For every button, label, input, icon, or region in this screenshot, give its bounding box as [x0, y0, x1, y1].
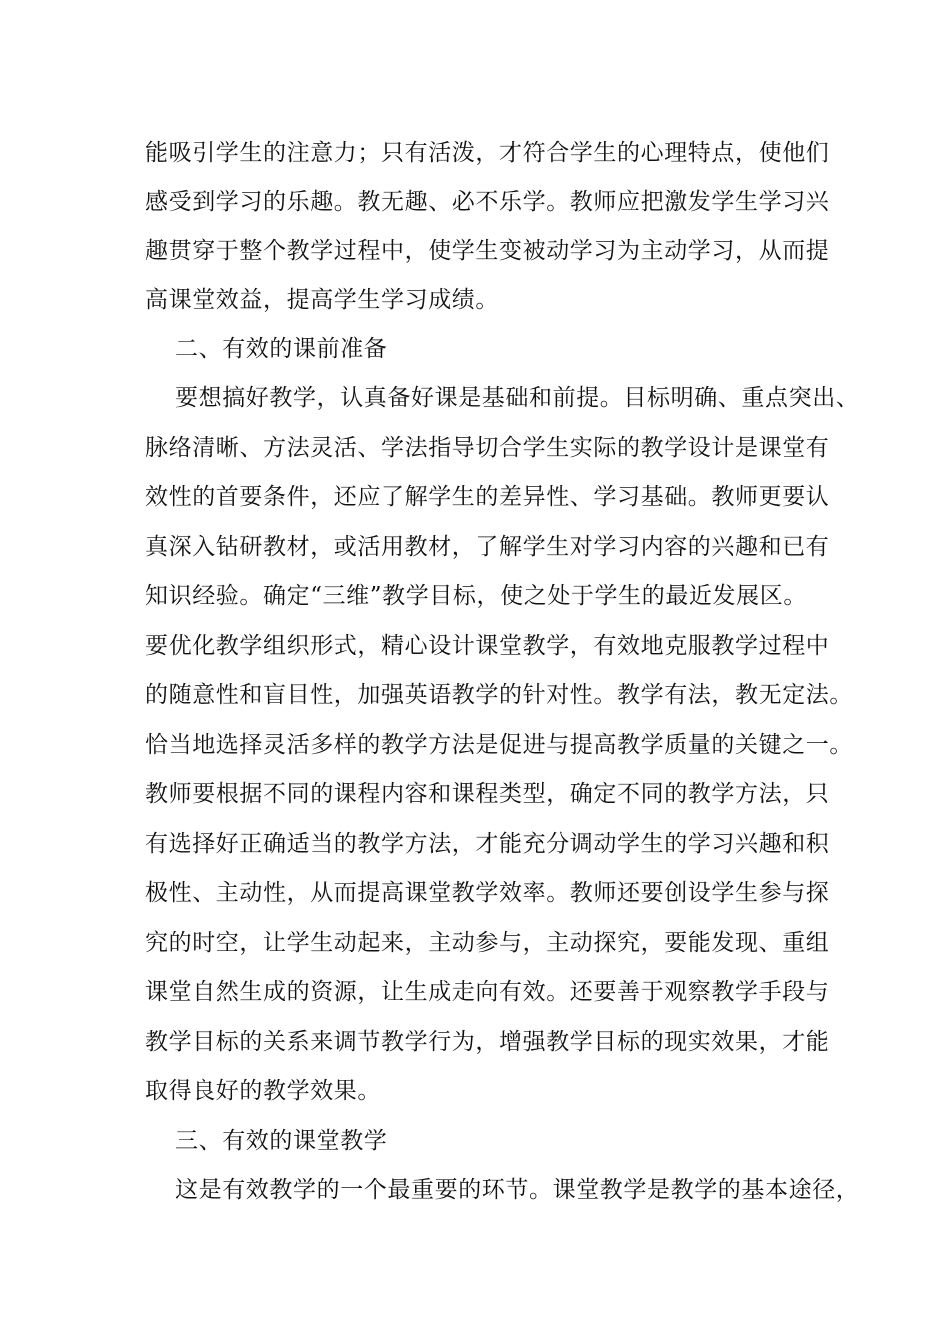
text-line: 高课堂效益，提高学生学习成绩。	[145, 287, 499, 313]
text-line: 能吸引学生的注意力；只有活泼，才符合学生的心理特点，使他们	[145, 140, 830, 166]
text-line: 课堂自然生成的资源，让生成走向有效。还要善于观察教学手段与	[145, 979, 830, 1005]
text-line: 教师要根据不同的课程内容和课程类型，确定不同的教学方法，只	[145, 781, 830, 807]
text-line: 这是有效教学的一个最重要的环节。课堂教学是教学的基本途径，	[175, 1177, 860, 1203]
text-line: 的随意性和盲目性，加强英语教学的针对性。教学有法，教无定法。	[145, 682, 853, 708]
text-line: 极性、主动性，从而提高课堂教学效率。教师还要创设学生参与探	[145, 880, 830, 906]
text-line: 取得良好的教学效果。	[145, 1078, 381, 1104]
section-heading: 三、有效的课堂教学	[175, 1128, 388, 1154]
text-line: 究的时空，让学生动起来，主动参与，主动探究，要能发现、重组	[145, 930, 830, 956]
text-line: 趣贯穿于整个教学过程中，使学生变被动学习为主动学习，从而提	[145, 238, 830, 264]
section-heading: 二、有效的课前准备	[175, 336, 388, 362]
text-line: 脉络清晰、方法灵活、学法指导切合学生实际的教学设计是课堂有	[145, 435, 830, 461]
text-line: 恰当地选择灵活多样的教学方法是促进与提高教学质量的关键之一。	[145, 732, 853, 758]
text-line: 有选择好正确适当的教学方法，才能充分调动学生的学习兴趣和积	[145, 831, 830, 857]
text-line: 要优化教学组织形式，精心设计课堂教学，有效地克服教学过程中	[145, 633, 830, 659]
text-line: 要想搞好教学，认真备好课是基础和前提。目标明确、重点突出、	[175, 385, 860, 411]
text-line: 感受到学习的乐趣。教无趣、必不乐学。教师应把激发学生学习兴	[145, 189, 830, 215]
text-line: 教学目标的关系来调节教学行为，增强教学目标的现实效果，才能	[145, 1029, 830, 1055]
text-line: 效性的首要条件，还应了解学生的差异性、学习基础。教师更要认	[145, 484, 830, 510]
text-line: 真深入钻研教材，或活用教材，了解学生对学习内容的兴趣和已有	[145, 534, 830, 560]
text-line: 知识经验。确定“三维”教学目标，使之处于学生的最近发展区。	[145, 583, 807, 609]
